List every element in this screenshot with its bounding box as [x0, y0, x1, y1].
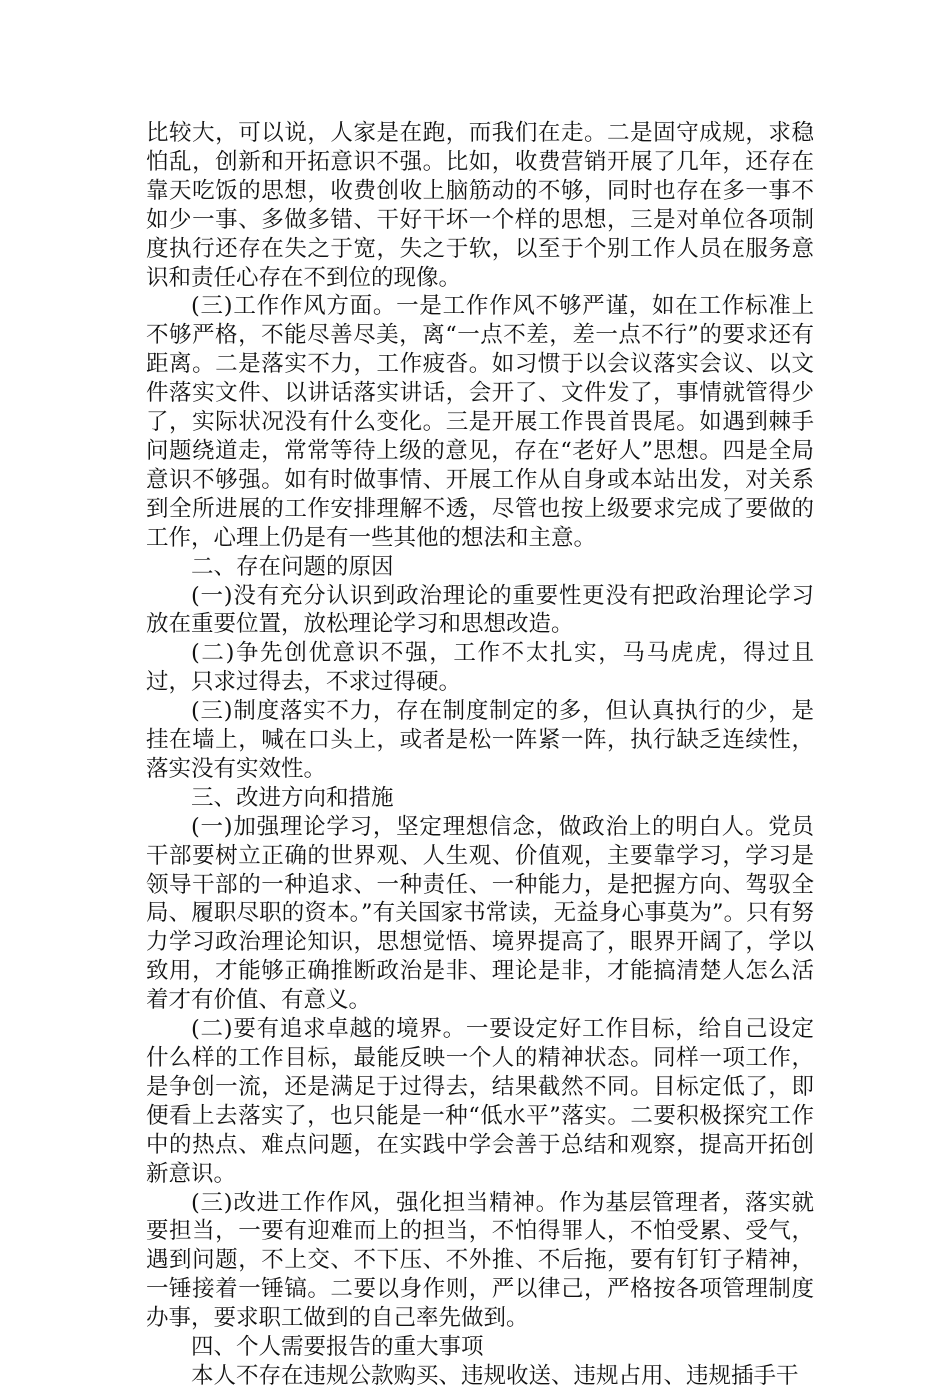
body-paragraph: (三)改进工作作风，强化担当精神。作为基层管理者，落实就要担当，一要有迎难而上的担当，不怕得罪人，不怕受累、受气，遇到问题，不上交、不下压、不外推、不后拖，要有钉钉子精神，一锤接着一锤镐。二要以身作则，严以律己，严格按各项管理制度办事，要求职工做到的自己率先做到。	[146, 1189, 814, 1332]
body-paragraph: (二)要有追求卓越的境界。一要设定好工作目标，给自己设定什么样的工作目标，最能反映一个人的精神状态。同样一项工作，是争创一流，还是满足于过得去，结果截然不同。目标定低了，即便看上去落实了，也只能是一种“低水平”落实。二要积极探究工作中的热点、难点问题，在实践中学会善于总结和观察，提高开拓创新意识。	[146, 1016, 814, 1187]
body-paragraph: (一)加强理论学习，坚定理想信念，做政治上的明白人。党员干部要树立正确的世界观、人生观、价值观，主要靠学习，学习是领导干部的一种追求、一种责任、一种能力，是把握方向、驾驭全局、履职尽职的资本。”有关国家书常读，无益身心事莫为”。只有努力学习政治理论知识，思想觉悟、境界提高了，眼界开阔了，学以致用，才能够正确推断政治是非、理论是非，才能搞清楚人怎么活着才有价值、有意义。	[146, 813, 814, 1014]
section-heading: 二、存在问题的原因	[191, 553, 394, 580]
body-paragraph: (三)制度落实不力，存在制度制定的多，但认真执行的少，是挂在墙上，喊在口头上，或者是松一阵紧一阵，执行缺乏连续性，落实没有实效性。	[146, 698, 814, 782]
section-heading: 三、改进方向和措施	[191, 784, 394, 811]
body-paragraph: (二)争先创优意识不强，工作不太扎实，马马虎虎，得过且过，只求过得去，不求过得硬。	[146, 640, 814, 696]
body-paragraph: 本人不存在违规公款购买、违规收送、违规占用、违规插手干	[191, 1362, 799, 1389]
document-page	[146, 119, 814, 1391]
body-paragraph: 比较大，可以说，人家是在跑，而我们在走。二是固守成规，求稳怕乱，创新和开拓意识不强。比如，收费营销开展了几年，还存在靠天吃饭的思想，收费创收上脑筋动的不够，同时也存在多一事不如少一事、多做多错、干好干坏一个样的思想，三是对单位各项制度执行还存在失之于宽，失之于软，以至于个别工作人员在服务意识和责任心存在不到位的现像。	[146, 120, 814, 291]
body-paragraph: (三)工作作风方面。一是工作作风不够严谨，如在工作标准上不够严格，不能尽善尽美，离“一点不差，差一点不行”的要求还有距离。二是落实不力，工作疲沓。如习惯于以会议落实会议、以文件落实文件、以讲话落实讲话，会开了、文件发了，事情就管得少了，实际状况没有什么变化。三是开展工作畏首畏尾。如遇到棘手问题绕道走，常常等待上级的意见，存在“老好人”思想。四是全局意识不够强。如有时做事情、开展工作从自身或本站出发，对关系到全所进展的工作安排理解不透，尽管也按上级要求完成了要做的工作，心理上仍是有一些其他的想法和主意。	[146, 293, 814, 551]
section-heading: 四、个人需要报告的重大事项	[191, 1334, 484, 1361]
body-paragraph: (一)没有充分认识到政治理论的重要性更没有把政治理论学习放在重要位置，放松理论学习和思想改造。	[146, 582, 814, 638]
